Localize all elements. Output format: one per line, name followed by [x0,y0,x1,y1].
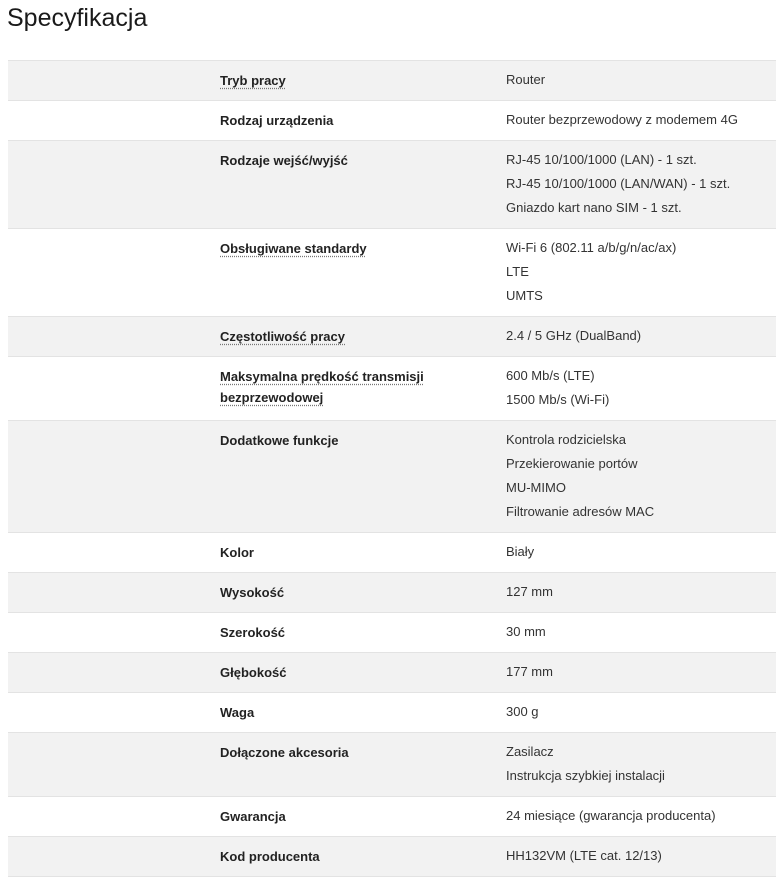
specification-table [8,60,776,877]
spec-value-cell [506,693,776,732]
spec-label[interactable]: Maksymalna prędkość transmisji bezprzewodowej [220,369,424,405]
spec-value-cell [506,357,776,420]
spec-value: MU-MIMO [506,480,566,495]
spec-label-cell [8,693,506,732]
spec-value-cell [506,61,776,100]
spec-label-cell [8,797,506,836]
spec-label: Dodatkowe funkcje [220,433,339,448]
spec-label-cell [8,613,506,652]
spec-row [8,229,776,317]
spec-value-cell [506,613,776,652]
spec-row [8,837,776,877]
spec-row [8,421,776,533]
spec-row [8,653,776,693]
spec-label: Szerokość [220,625,286,640]
spec-value-cell [506,229,776,316]
spec-value: Kontrola rodzicielska [506,432,626,447]
spec-value: 2.4 / 5 GHz (DualBand) [506,328,642,343]
spec-value-cell [506,533,776,572]
spec-label: Waga [220,705,255,720]
spec-label-cell [8,61,506,100]
spec-value: 1500 Mb/s (Wi-Fi) [506,392,610,407]
spec-label-cell [8,573,506,612]
spec-row [8,357,776,421]
spec-value: Wi-Fi 6 (802.11 a/b/g/n/ac/ax) [506,240,677,255]
spec-value-cell [506,141,776,228]
spec-value: 300 g [506,704,539,719]
spec-value: Router [506,72,546,87]
spec-value: 24 miesiące (gwarancja producenta) [506,808,716,823]
spec-label-cell [8,837,506,876]
spec-label: Rodzaje wejść/wyjść [220,153,348,168]
spec-value: 30 mm [506,624,546,639]
spec-label-cell [8,421,506,532]
spec-label: Gwarancja [220,809,286,824]
spec-value: 177 mm [506,664,553,679]
spec-label-cell [8,101,506,140]
spec-label[interactable]: Tryb pracy [220,73,286,88]
spec-row [8,317,776,357]
spec-row [8,533,776,573]
spec-label-cell [8,357,506,420]
page-title: Specyfikacja [7,4,148,32]
spec-value-cell [506,797,776,836]
spec-label: Rodzaj urządzenia [220,113,334,128]
spec-label: Kolor [220,545,254,560]
spec-row [8,141,776,229]
spec-label: Kod producenta [220,849,320,864]
spec-label[interactable]: Częstotliwość pracy [220,329,345,344]
spec-value-cell [506,837,776,876]
spec-value: RJ-45 10/100/1000 (LAN) - 1 szt. [506,152,697,167]
spec-value: Instrukcja szybkiej instalacji [506,768,665,783]
spec-label-cell [8,533,506,572]
spec-label-cell [8,733,506,796]
spec-label-cell [8,653,506,692]
spec-value: LTE [506,264,529,279]
spec-value: Router bezprzewodowy z modemem 4G [506,112,738,127]
spec-row [8,101,776,141]
spec-row [8,733,776,797]
spec-value: Biały [506,544,535,559]
spec-label: Dołączone akcesoria [220,745,349,760]
spec-row [8,693,776,733]
spec-value-cell [506,733,776,796]
spec-label-cell [8,141,506,228]
spec-value-cell [506,101,776,140]
spec-row [8,573,776,613]
spec-value: UMTS [506,288,543,303]
spec-label-cell [8,229,506,316]
spec-label[interactable]: Obsługiwane standardy [220,241,367,256]
spec-value: 600 Mb/s (LTE) [506,368,595,383]
spec-value: RJ-45 10/100/1000 (LAN/WAN) - 1 szt. [506,176,731,191]
spec-value: Filtrowanie adresów MAC [506,504,655,519]
spec-value-cell [506,421,776,532]
spec-label-cell [8,317,506,356]
spec-value-cell [506,573,776,612]
spec-value-cell [506,317,776,356]
spec-row [8,797,776,837]
spec-value-cell [506,653,776,692]
spec-row [8,613,776,653]
spec-value: 127 mm [506,584,553,599]
spec-value: Zasilacz [506,744,554,759]
spec-value: Gniazdo kart nano SIM - 1 szt. [506,200,682,215]
spec-label: Wysokość [220,585,285,600]
spec-value: Przekierowanie portów [506,456,638,471]
spec-label: Głębokość [220,665,287,680]
spec-value: HH132VM (LTE cat. 12/13) [506,848,662,863]
spec-row [8,61,776,101]
